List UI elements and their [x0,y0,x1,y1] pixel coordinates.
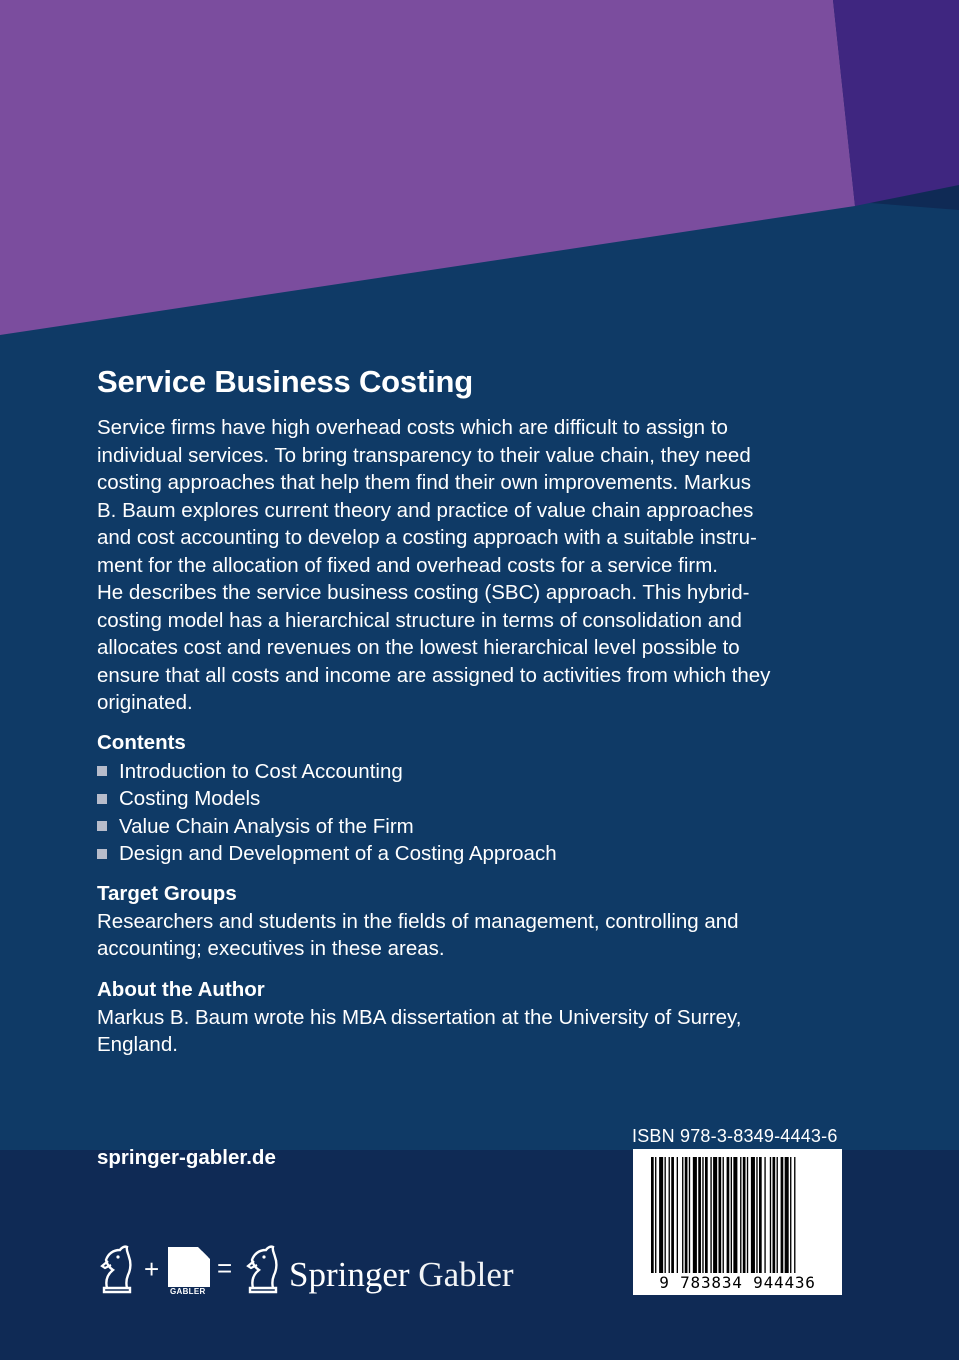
description-line: ensure that all costs and income are assigned to activities from which they [97,663,771,687]
target-groups-line: accounting; executives in these areas. [97,937,445,960]
barcode [633,1149,842,1295]
springer-gabler-knight-icon [242,1244,284,1296]
description-line: originated. [97,691,193,714]
target-groups-heading: Target Groups [97,882,237,905]
description-line: allocates cost and revenues on the lowest hierarchical level possible to [97,636,740,659]
target-groups-section [97,880,739,963]
about-author-heading: About the Author [97,978,265,1001]
square-bullet-icon [97,821,107,831]
list-item-label: Design and Development of a Costing Approach [119,842,557,865]
book-title: Service Business Costing [97,364,473,399]
list-item-label: Introduction to Cost Accounting [119,759,403,783]
list-item-label: Costing Models [119,787,261,810]
description-line: ment for the allocation of fixed and overhead costs for a service firm. [97,553,718,577]
description-line: costing approaches that help them find their own improvements. Markus [97,471,752,494]
dark-purple-corner [833,0,959,206]
plus-symbol: + [144,1254,160,1284]
contents-list [97,758,557,868]
target-groups-line: Researchers and students in the fields of management, controlling and [97,909,739,933]
springer-gabler-brand [289,1255,514,1295]
publisher-logos [96,1242,536,1300]
square-bullet-icon [97,849,107,859]
contents-heading: Contents [97,731,186,754]
equals-symbol: = [217,1253,233,1283]
description-line: individual services. To bring transparency to their value chain, they need [97,443,751,467]
square-bullet-icon [97,766,107,776]
list-item-label: Value Chain Analysis of the Firm [119,814,414,838]
description-line: He describes the service business costing (SBC) approach. This hybrid- [97,581,750,604]
springer-knight-icon [96,1244,138,1296]
description-line: Service firms have high overhead costs which are difficult to assign to [97,416,728,439]
about-author-line: England. [97,1033,178,1056]
square-bullet-icon [97,794,107,804]
about-author-line: Markus B. Baum wrote his MBA dissertation at the University of Surrey, [97,1005,742,1029]
brand-gabler: Gabler [418,1255,514,1294]
contents-section [97,729,557,868]
description [97,414,857,717]
description-line: B. Baum explores current theory and practice of value chain approaches [97,498,754,522]
website-link[interactable]: springer-gabler.de [97,1146,276,1169]
isbn-text: ISBN 978-3-8349-4443-6 [632,1126,838,1146]
about-author-section [97,976,741,1059]
list-item [97,813,557,841]
list-item [97,758,557,786]
barcode-digits: 9 783834 944436 [659,1273,816,1292]
gabler-small-label: GABLER [170,1287,206,1296]
description-line: and cost accounting to develop a costing approach with a suitable instru- [97,526,757,549]
list-item [97,785,557,813]
description-line: costing model has a hierarchical structure in terms of consolidation and [97,608,742,632]
list-item [97,840,557,868]
brand-springer: Springer [289,1255,410,1294]
